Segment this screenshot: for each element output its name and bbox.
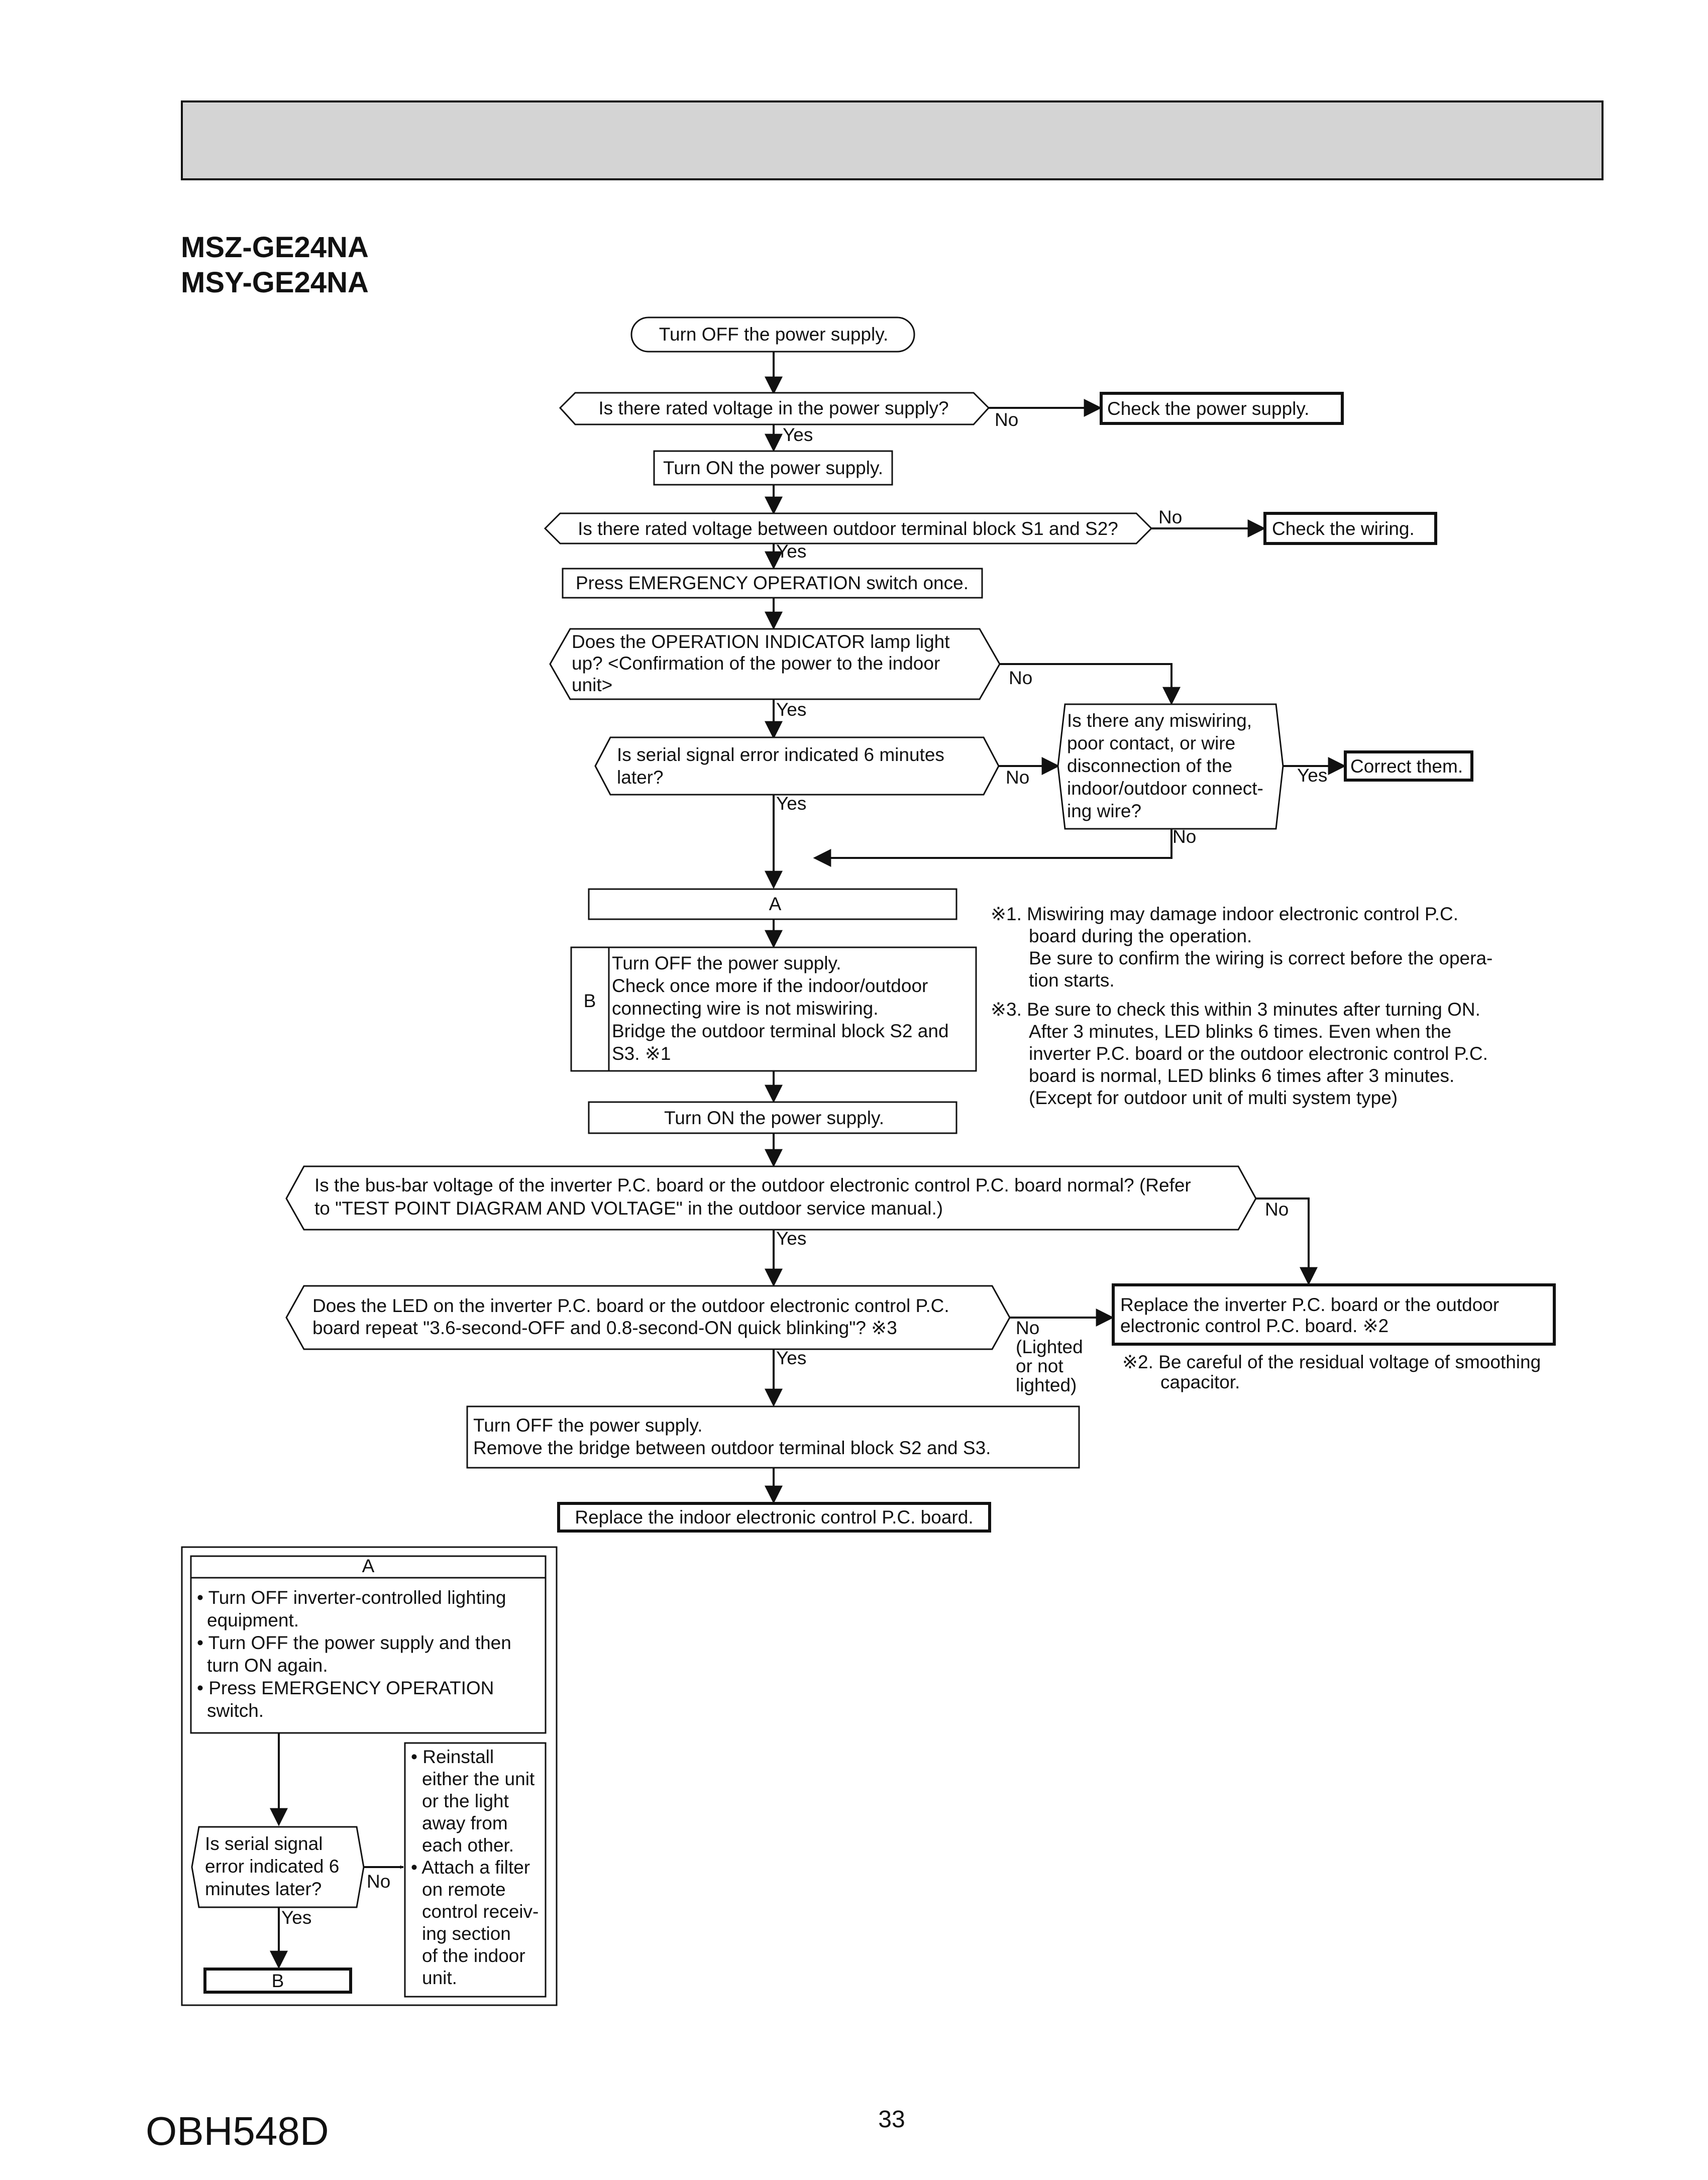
svg-text:capacitor.: capacitor. <box>1160 1372 1240 1392</box>
svg-text:No: No <box>1016 1318 1040 1338</box>
svg-text:error indicated 6: error indicated 6 <box>205 1856 340 1877</box>
svg-text:B: B <box>583 991 596 1011</box>
svg-text:※2. Be careful of the residual: ※2. Be careful of the residual voltage of smoothing <box>1122 1352 1541 1372</box>
svg-text:electronic control P.C. board.: electronic control P.C. board. ※2 <box>1120 1316 1389 1336</box>
label-yes: Yes <box>776 541 807 562</box>
svg-text:tion starts.: tion starts. <box>1029 970 1115 991</box>
decision-led-blinking <box>286 1286 1010 1349</box>
svg-text:(Except for outdoor unit of mu: (Except for outdoor unit of multi system type) <box>1029 1087 1398 1108</box>
svg-text:poor contact, or wire: poor contact, or wire <box>1067 733 1236 753</box>
svg-text:disconnection of the: disconnection of the <box>1067 755 1233 776</box>
inset-title: A <box>362 1556 375 1576</box>
header-band <box>182 101 1603 179</box>
label-yes: Yes <box>776 793 807 814</box>
svg-text:indoor/outdoor connect-: indoor/outdoor connect- <box>1067 778 1263 799</box>
svg-text:Correct them.: Correct them. <box>1350 756 1463 777</box>
svg-text:of the indoor: of the indoor <box>422 1945 525 1966</box>
label-yes: Yes <box>1297 765 1328 786</box>
label-yes: Yes <box>776 1228 807 1249</box>
svg-text:lighted): lighted) <box>1016 1375 1077 1395</box>
svg-text:(Lighted: (Lighted <box>1016 1337 1083 1357</box>
decision-indicator-lamp <box>550 629 1000 699</box>
svg-text:ing wire?: ing wire? <box>1067 801 1142 821</box>
svg-text:B: B <box>271 1971 284 1991</box>
replace-indoor-board-box <box>559 1503 990 1531</box>
step-b-box <box>571 947 976 1071</box>
svg-text:• Attach a filter: • Attach a filter <box>411 1857 530 1878</box>
label-no: No <box>1006 767 1030 788</box>
model-name-2: MSY-GE24NA <box>181 266 369 299</box>
svg-text:Is there rated voltage in the: Is there rated voltage in the power supply? <box>598 398 949 418</box>
inset-label-yes: Yes <box>281 1907 312 1928</box>
svg-text:• Turn OFF inverter-controlled: • Turn OFF inverter-controlled lighting <box>197 1587 506 1608</box>
svg-text:each other.: each other. <box>422 1835 514 1856</box>
svg-text:• Press EMERGENCY OPERATION: • Press EMERGENCY OPERATION <box>197 1678 494 1698</box>
decision-miswiring <box>1058 704 1283 829</box>
svg-text:control receiv-: control receiv- <box>422 1901 539 1922</box>
svg-text:After 3 minutes, LED blinks 6: After 3 minutes, LED blinks 6 times. Even when the <box>1029 1021 1452 1042</box>
label-no: No <box>995 409 1019 430</box>
svg-text:up? <Confirmation of the power: up? <Confirmation of the power to the indoor <box>572 653 940 674</box>
svg-text:or not: or not <box>1016 1356 1063 1376</box>
svg-text:connecting wire is not miswiri: connecting wire is not miswiring. <box>612 998 879 1019</box>
replace-inverter-box <box>1113 1285 1554 1344</box>
svg-text:equipment.: equipment. <box>207 1610 299 1630</box>
decision-rated-voltage <box>560 393 989 424</box>
svg-text:either the unit: either the unit <box>422 1769 535 1789</box>
decision-terminal-voltage <box>545 513 1151 543</box>
svg-text:Is serial signal: Is serial signal <box>205 1833 323 1854</box>
svg-text:• Reinstall: • Reinstall <box>411 1747 494 1767</box>
label-no: No <box>1172 826 1197 847</box>
svg-text:Does the LED on the inverter P: Does the LED on the inverter P.C. board or the outdoor electronic control P.C. <box>312 1295 949 1316</box>
svg-text:Replace the indoor electronic: Replace the indoor electronic control P.C. board. <box>575 1507 974 1528</box>
svg-text:or the light: or the light <box>422 1791 509 1811</box>
check-power-supply-box <box>1101 393 1342 423</box>
inset-procedure-a <box>182 1547 557 2005</box>
svg-text:board during the operation.: board during the operation. <box>1029 926 1252 946</box>
document-code: OBH548D <box>146 2109 329 2153</box>
svg-text:Check once more if the indoor/: Check once more if the indoor/outdoor <box>612 975 928 996</box>
start-terminal <box>631 317 914 352</box>
label-yes: Yes <box>776 699 807 720</box>
svg-text:Replace the inverter P.C. boar: Replace the inverter P.C. board or the outdoor <box>1120 1294 1500 1315</box>
svg-text:S3. ※1: S3. ※1 <box>612 1043 671 1064</box>
label-yes: Yes <box>783 424 813 445</box>
svg-text:Be sure to confirm the wiring: Be sure to confirm the wiring is correct before the opera- <box>1029 948 1493 968</box>
svg-text:Check the power supply.: Check the power supply. <box>1107 398 1310 419</box>
svg-text:Is there rated voltage between: Is there rated voltage between outdoor terminal block S1 and S2? <box>578 518 1118 539</box>
svg-text:Turn OFF the power supply.: Turn OFF the power supply. <box>659 324 889 345</box>
label-no-lighted <box>1016 1318 1083 1395</box>
svg-text:Turn ON the power supply.: Turn ON the power supply. <box>664 1108 885 1128</box>
notes-block <box>991 904 1492 1108</box>
step-a-box <box>589 889 956 919</box>
svg-text:Turn ON the power supply.: Turn ON the power supply. <box>663 458 884 478</box>
svg-text:turn ON again.: turn ON again. <box>207 1655 328 1676</box>
label-no: No <box>1009 668 1033 688</box>
svg-text:board repeat "3.6-second-OFF a: board repeat "3.6-second-OFF and 0.8-second-ON quick blinking"? ※3 <box>312 1318 897 1338</box>
model-name-1: MSZ-GE24NA <box>181 231 369 264</box>
correct-them-box <box>1345 752 1472 780</box>
inset-label-no: No <box>367 1871 391 1892</box>
press-emergency-box <box>563 569 982 598</box>
remove-bridge-box <box>467 1406 1079 1468</box>
svg-text:ing section: ing section <box>422 1923 511 1944</box>
svg-text:A: A <box>769 894 782 914</box>
svg-text:Check the wiring.: Check the wiring. <box>1272 518 1415 539</box>
turn-on-power-box-2 <box>589 1102 956 1133</box>
svg-text:Is there any miswiring,: Is there any miswiring, <box>1067 710 1252 731</box>
svg-text:to "TEST POINT DIAGRAM AND VOL: to "TEST POINT DIAGRAM AND VOLTAGE" in the outdoor service manual.) <box>314 1198 943 1219</box>
svg-text:inverter P.C. board or the out: inverter P.C. board or the outdoor electronic control P.C. <box>1029 1043 1488 1064</box>
svg-text:Does the OPERATION INDICATOR l: Does the OPERATION INDICATOR lamp light <box>572 631 950 652</box>
svg-text:Remove the bridge between outd: Remove the bridge between outdoor terminal block S2 and S3. <box>473 1438 991 1458</box>
svg-text:• Turn OFF the power supply an: • Turn OFF the power supply and then <box>197 1632 511 1653</box>
svg-text:on remote: on remote <box>422 1879 506 1900</box>
note-2 <box>1122 1352 1541 1392</box>
svg-text:unit.: unit. <box>422 1968 457 1988</box>
svg-text:later?: later? <box>617 767 664 788</box>
svg-text:Is the bus-bar voltage of the: Is the bus-bar voltage of the inverter P.C. board or the outdoor electronic control P.C. board normal? (Refer <box>314 1175 1191 1195</box>
turn-on-power-box <box>654 451 892 485</box>
svg-text:Press EMERGENCY OPERATION swit: Press EMERGENCY OPERATION switch once. <box>576 573 969 593</box>
svg-text:Turn OFF the power supply.: Turn OFF the power supply. <box>473 1415 703 1436</box>
decision-busbar-voltage <box>286 1166 1256 1230</box>
label-yes: Yes <box>776 1348 807 1368</box>
svg-text:unit>: unit> <box>572 675 613 695</box>
check-wiring-box <box>1265 513 1436 543</box>
svg-text:Turn OFF the power supply.: Turn OFF the power supply. <box>612 953 841 973</box>
svg-text:board is normal, LED blinks 6: board is normal, LED blinks 6 times after 3 minutes. <box>1029 1065 1455 1086</box>
svg-text:Bridge the outdoor terminal bl: Bridge the outdoor terminal block S2 and <box>612 1021 949 1041</box>
decision-serial-error <box>595 737 999 795</box>
note-3: ※3. Be sure to check this within 3 minutes after turning ON. <box>991 999 1480 1020</box>
svg-text:switch.: switch. <box>207 1700 264 1721</box>
svg-text:Is serial signal error indicat: Is serial signal error indicated 6 minutes <box>617 744 944 765</box>
svg-text:away from: away from <box>422 1813 508 1833</box>
label-no: No <box>1158 507 1183 527</box>
label-no: No <box>1265 1199 1289 1220</box>
page-number: 33 <box>878 2106 905 2133</box>
svg-text:minutes later?: minutes later? <box>205 1879 322 1899</box>
note-1: ※1. Miswiring may damage indoor electronic control P.C. <box>991 904 1459 924</box>
